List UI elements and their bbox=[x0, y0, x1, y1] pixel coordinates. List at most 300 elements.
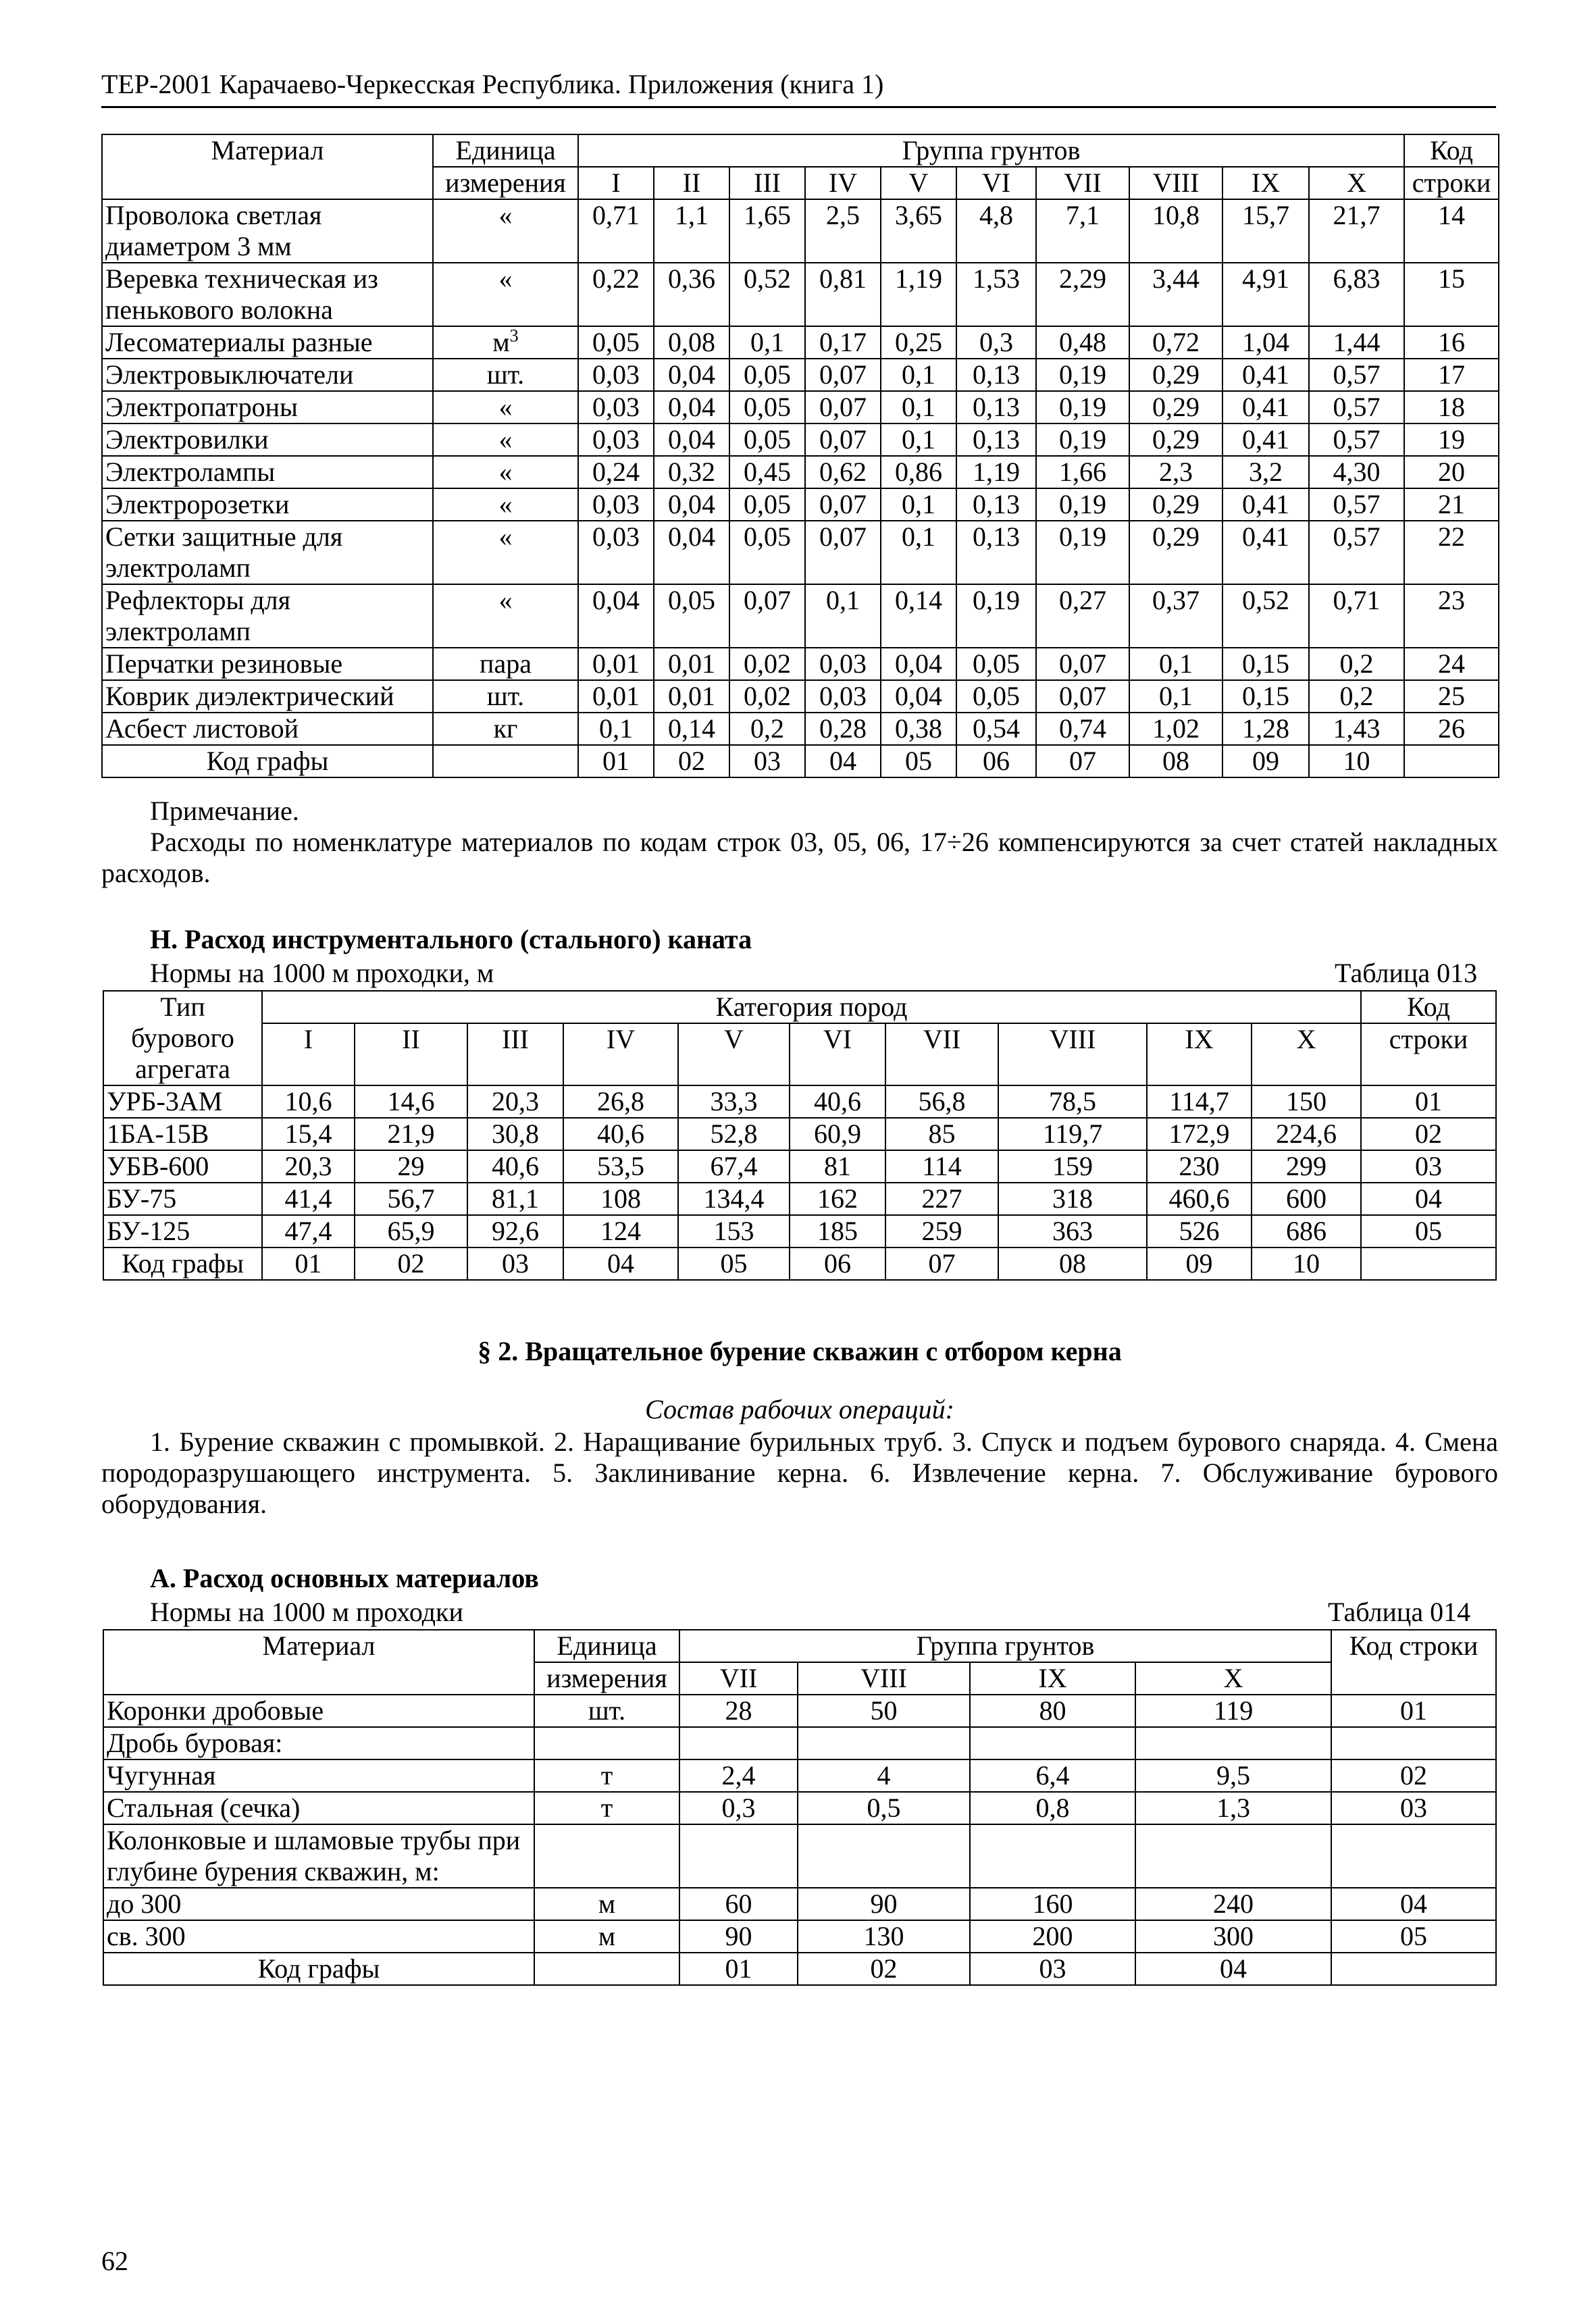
unit-cell bbox=[433, 713, 578, 745]
unit-cell bbox=[433, 456, 578, 488]
value-cell: 0,05 bbox=[729, 488, 805, 521]
value-cell: 0,13 bbox=[956, 423, 1036, 456]
value-cell bbox=[679, 1824, 798, 1888]
value-cell: 0,74 bbox=[1036, 713, 1129, 745]
header-category-6: VI bbox=[790, 1023, 885, 1085]
value-cell: 40,6 bbox=[467, 1150, 563, 1183]
value-cell: 185 bbox=[790, 1215, 885, 1248]
header-group-1: VII bbox=[679, 1662, 798, 1695]
unit-cell bbox=[433, 423, 578, 456]
value-cell: 0,3 bbox=[956, 326, 1036, 359]
row-code: 03 bbox=[1331, 1792, 1496, 1824]
value-cell: 0,41 bbox=[1222, 488, 1309, 521]
footer-empty bbox=[433, 745, 578, 777]
unit-cell: шт. bbox=[534, 1695, 679, 1727]
unit-text: « bbox=[498, 585, 513, 615]
value-cell: 0,01 bbox=[578, 648, 654, 680]
header-category-3: III bbox=[467, 1023, 563, 1085]
header-type-line: Тип bbox=[160, 992, 205, 1022]
value-cell: 124 bbox=[563, 1215, 678, 1248]
value-cell: 3,2 bbox=[1222, 456, 1309, 488]
table-row bbox=[102, 521, 1499, 584]
value-cell: 0,04 bbox=[654, 359, 729, 391]
material-name: Веревка техническая из пенькового волокна bbox=[102, 263, 433, 326]
header-category-5: V bbox=[678, 1023, 790, 1085]
value-cell: 90 bbox=[798, 1888, 970, 1920]
row-code: 25 bbox=[1404, 680, 1499, 713]
row-code bbox=[1331, 1824, 1496, 1888]
rig-type: УРБ-3АМ bbox=[103, 1085, 262, 1118]
value-cell: 0,57 bbox=[1309, 359, 1404, 391]
unit-text: « bbox=[498, 424, 513, 455]
value-cell: 4,8 bbox=[956, 199, 1036, 263]
unit-cell bbox=[433, 648, 578, 680]
value-cell: 21,9 bbox=[355, 1118, 467, 1150]
column-code: 01 bbox=[578, 745, 654, 777]
value-cell: 150 bbox=[1252, 1085, 1361, 1118]
value-cell: 0,72 bbox=[1129, 326, 1222, 359]
value-cell: 0,36 bbox=[654, 263, 729, 326]
table-row bbox=[102, 648, 1499, 680]
value-cell: 0,71 bbox=[1309, 584, 1404, 648]
table-row bbox=[103, 1183, 1496, 1215]
column-code: 04 bbox=[805, 745, 881, 777]
value-cell: 686 bbox=[1252, 1215, 1361, 1248]
material-name: св. 300 bbox=[103, 1920, 534, 1953]
header-group-3: IX bbox=[970, 1662, 1135, 1695]
value-cell: 0,07 bbox=[805, 423, 881, 456]
table-row bbox=[103, 1759, 1496, 1792]
value-cell: 159 bbox=[998, 1150, 1147, 1183]
unit-cell bbox=[534, 1824, 679, 1888]
value-cell: 0,28 bbox=[805, 713, 881, 745]
value-cell: 4 bbox=[798, 1759, 970, 1792]
table-header-row bbox=[102, 134, 1499, 167]
header-group-6: VI bbox=[956, 167, 1036, 199]
value-cell: 0,41 bbox=[1222, 359, 1309, 391]
unit-cell bbox=[433, 359, 578, 391]
row-code: 24 bbox=[1404, 648, 1499, 680]
page-header-title: ТЕР-2001 Карачаево-Черкесская Республика. Приложения (книга 1) bbox=[101, 69, 884, 99]
page-number: 62 bbox=[101, 2246, 128, 2276]
value-cell bbox=[1135, 1824, 1331, 1888]
table-row bbox=[103, 1824, 1496, 1888]
main-materials-table bbox=[103, 1629, 1497, 1986]
row-code: 20 bbox=[1404, 456, 1499, 488]
value-cell: 299 bbox=[1252, 1150, 1361, 1183]
value-cell: 0,62 bbox=[805, 456, 881, 488]
rig-type: 1БА-15В bbox=[103, 1118, 262, 1150]
column-code: 10 bbox=[1252, 1248, 1361, 1280]
footer-empty bbox=[534, 1953, 679, 1985]
value-cell: 0,05 bbox=[729, 521, 805, 584]
material-name: Проволока светлая диаметром 3 мм bbox=[102, 199, 433, 263]
value-cell: 1,1 bbox=[654, 199, 729, 263]
table-014-label: Таблица 014 bbox=[1328, 1597, 1471, 1627]
value-cell: 160 bbox=[970, 1888, 1135, 1920]
value-cell: 0,07 bbox=[729, 584, 805, 648]
row-code: 22 bbox=[1404, 521, 1499, 584]
value-cell: 0,3 bbox=[679, 1792, 798, 1824]
operations-text: 1. Бурение скважин с промывкой. 2. Наращивание бурильных труб. 3. Спуск и подъем бурового снаряда. 4. Смена породоразрушающего инструмента. 5. Заклинивание керна. 6. Извлечение керна. 7. Обслуживание бурового оборудования. bbox=[101, 1426, 1498, 1519]
header-category: Категория пород bbox=[262, 991, 1361, 1023]
value-cell: 0,54 bbox=[956, 713, 1036, 745]
table-row bbox=[102, 263, 1499, 326]
material-name: Электролампы bbox=[102, 456, 433, 488]
table-footer-row bbox=[103, 1248, 1496, 1280]
value-cell: 80 bbox=[970, 1695, 1135, 1727]
value-cell: 0,57 bbox=[1309, 423, 1404, 456]
value-cell: 0,2 bbox=[1309, 680, 1404, 713]
value-cell: 0,5 bbox=[798, 1792, 970, 1824]
header-unit-line2: измерения bbox=[433, 167, 578, 199]
value-cell: 4,91 bbox=[1222, 263, 1309, 326]
unit-cell bbox=[433, 391, 578, 423]
value-cell bbox=[798, 1727, 970, 1759]
column-code: 05 bbox=[678, 1248, 790, 1280]
value-cell: 15,4 bbox=[262, 1118, 355, 1150]
value-cell: 0,01 bbox=[654, 680, 729, 713]
unit-text: шт. bbox=[486, 681, 525, 711]
value-cell: 0,29 bbox=[1129, 521, 1222, 584]
column-code: 02 bbox=[798, 1953, 970, 1985]
value-cell: 114,7 bbox=[1147, 1085, 1252, 1118]
row-code: 23 bbox=[1404, 584, 1499, 648]
material-name: Чугунная bbox=[103, 1759, 534, 1792]
value-cell: 0,13 bbox=[956, 359, 1036, 391]
header-group-9: IX bbox=[1222, 167, 1309, 199]
column-code: 07 bbox=[1036, 745, 1129, 777]
header-group-7: VII bbox=[1036, 167, 1129, 199]
unit-cell: м bbox=[534, 1888, 679, 1920]
value-cell: 0,05 bbox=[654, 584, 729, 648]
value-cell: 0,19 bbox=[1036, 423, 1129, 456]
column-code: 01 bbox=[679, 1953, 798, 1985]
table-row bbox=[102, 423, 1499, 456]
row-code: 17 bbox=[1404, 359, 1499, 391]
header-code-line2: строки bbox=[1361, 1023, 1496, 1085]
value-cell: 0,05 bbox=[578, 326, 654, 359]
value-cell: 0,19 bbox=[1036, 391, 1129, 423]
value-cell: 1,19 bbox=[956, 456, 1036, 488]
value-cell: 0,01 bbox=[578, 680, 654, 713]
header-unit-line2: измерения bbox=[534, 1662, 679, 1695]
unit-text: шт. bbox=[486, 359, 525, 390]
header-code-line2: строки bbox=[1404, 167, 1499, 199]
header-rule bbox=[101, 106, 1496, 108]
table-header-row bbox=[103, 1630, 1496, 1662]
value-cell: 0,19 bbox=[1036, 488, 1129, 521]
value-cell: 1,66 bbox=[1036, 456, 1129, 488]
table-row bbox=[102, 456, 1499, 488]
header-category-10: X bbox=[1252, 1023, 1361, 1085]
value-cell: 60 bbox=[679, 1888, 798, 1920]
value-cell: 0,05 bbox=[729, 391, 805, 423]
table-row bbox=[102, 199, 1499, 263]
value-cell: 1,02 bbox=[1129, 713, 1222, 745]
table-row bbox=[103, 1888, 1496, 1920]
value-cell: 0,05 bbox=[729, 359, 805, 391]
value-cell: 108 bbox=[563, 1183, 678, 1215]
header-material: Материал bbox=[103, 1630, 534, 1695]
table-footer-row bbox=[103, 1953, 1496, 1985]
column-code: 09 bbox=[1147, 1248, 1252, 1280]
unit-text: « bbox=[498, 392, 513, 422]
value-cell: 78,5 bbox=[998, 1085, 1147, 1118]
value-cell: 0,29 bbox=[1129, 488, 1222, 521]
rig-type: УБВ-600 bbox=[103, 1150, 262, 1183]
value-cell: 114 bbox=[885, 1150, 998, 1183]
header-category-9: IX bbox=[1147, 1023, 1252, 1085]
unit-text: « bbox=[498, 521, 513, 552]
value-cell: 0,02 bbox=[729, 680, 805, 713]
value-cell: 300 bbox=[1135, 1920, 1331, 1953]
header-category-7: VII bbox=[885, 1023, 998, 1085]
value-cell: 0,38 bbox=[881, 713, 956, 745]
header-group-5: V bbox=[881, 167, 956, 199]
value-cell: 6,4 bbox=[970, 1759, 1135, 1792]
row-code: 16 bbox=[1404, 326, 1499, 359]
value-cell: 65,9 bbox=[355, 1215, 467, 1248]
value-cell: 0,03 bbox=[805, 648, 881, 680]
value-cell: 81 bbox=[790, 1150, 885, 1183]
column-code: 04 bbox=[563, 1248, 678, 1280]
value-cell: 153 bbox=[678, 1215, 790, 1248]
value-cell: 0,29 bbox=[1129, 391, 1222, 423]
value-cell: 0,15 bbox=[1222, 680, 1309, 713]
value-cell: 30,8 bbox=[467, 1118, 563, 1150]
value-cell: 52,8 bbox=[678, 1118, 790, 1150]
rig-type: БУ-75 bbox=[103, 1183, 262, 1215]
value-cell: 47,4 bbox=[262, 1215, 355, 1248]
unit-text: « bbox=[498, 457, 513, 487]
column-code: 10 bbox=[1309, 745, 1404, 777]
header-group-1: I bbox=[578, 167, 654, 199]
value-cell: 0,19 bbox=[1036, 359, 1129, 391]
row-code: 01 bbox=[1361, 1085, 1496, 1118]
column-code: 02 bbox=[355, 1248, 467, 1280]
value-cell: 0,1 bbox=[881, 359, 956, 391]
section-a-title: А. Расход основных материалов bbox=[150, 1563, 539, 1593]
value-cell: 41,4 bbox=[262, 1183, 355, 1215]
value-cell: 0,52 bbox=[729, 263, 805, 326]
value-cell: 0,07 bbox=[805, 391, 881, 423]
material-name: Колонковые и шламовые трубы при глубине бурения скважин, м: bbox=[103, 1824, 534, 1888]
value-cell: 15,7 bbox=[1222, 199, 1309, 263]
value-cell: 0,04 bbox=[881, 680, 956, 713]
value-cell: 0,07 bbox=[805, 521, 881, 584]
value-cell bbox=[798, 1824, 970, 1888]
value-cell: 0,57 bbox=[1309, 488, 1404, 521]
row-code: 04 bbox=[1361, 1183, 1496, 1215]
section-2-title: § 2. Вращательное бурение скважин с отбором керна bbox=[478, 1336, 1122, 1366]
table-row bbox=[103, 1085, 1496, 1118]
value-cell: 1,04 bbox=[1222, 326, 1309, 359]
value-cell: 0,08 bbox=[654, 326, 729, 359]
value-cell: 0,1 bbox=[881, 391, 956, 423]
value-cell: 0,13 bbox=[956, 391, 1036, 423]
value-cell: 0,45 bbox=[729, 456, 805, 488]
value-cell: 0,37 bbox=[1129, 584, 1222, 648]
value-cell: 0,57 bbox=[1309, 521, 1404, 584]
section-h-title: Н. Расход инструментального (стального) каната bbox=[150, 924, 752, 954]
value-cell: 0,8 bbox=[970, 1792, 1135, 1824]
table-row bbox=[103, 1118, 1496, 1150]
header-code: Код строки bbox=[1331, 1630, 1496, 1695]
column-code: 08 bbox=[1129, 745, 1222, 777]
header-group-2: VIII bbox=[798, 1662, 970, 1695]
value-cell: 3,44 bbox=[1129, 263, 1222, 326]
value-cell: 363 bbox=[998, 1215, 1147, 1248]
value-cell: 0,03 bbox=[578, 521, 654, 584]
column-code: 03 bbox=[467, 1248, 563, 1280]
unit-cell: м bbox=[534, 1920, 679, 1953]
column-code: 06 bbox=[790, 1248, 885, 1280]
unit-text: кг bbox=[493, 713, 518, 744]
table-row bbox=[103, 1695, 1496, 1727]
value-cell: 0,04 bbox=[654, 391, 729, 423]
material-name: Перчатки резиновые bbox=[102, 648, 433, 680]
value-cell: 0,04 bbox=[578, 584, 654, 648]
header-group-4: X bbox=[1135, 1662, 1331, 1695]
column-code: 07 bbox=[885, 1248, 998, 1280]
table-013-label: Таблица 013 bbox=[1335, 958, 1478, 988]
column-code: 05 bbox=[881, 745, 956, 777]
value-cell: 0,29 bbox=[1129, 359, 1222, 391]
row-code: 18 bbox=[1404, 391, 1499, 423]
unit-text: « bbox=[498, 489, 513, 519]
value-cell: 0,03 bbox=[805, 680, 881, 713]
value-cell: 29 bbox=[355, 1150, 467, 1183]
unit-text: м bbox=[492, 327, 510, 357]
column-code: 03 bbox=[970, 1953, 1135, 1985]
value-cell: 14,6 bbox=[355, 1085, 467, 1118]
material-name: Электровилки bbox=[102, 423, 433, 456]
value-cell: 0,41 bbox=[1222, 391, 1309, 423]
row-code: 26 bbox=[1404, 713, 1499, 745]
value-cell: 0,01 bbox=[654, 648, 729, 680]
rope-consumption-table bbox=[103, 990, 1497, 1281]
value-cell: 3,65 bbox=[881, 199, 956, 263]
header-unit-line1: Единица bbox=[534, 1630, 679, 1662]
value-cell: 56,8 bbox=[885, 1085, 998, 1118]
value-cell: 0,17 bbox=[805, 326, 881, 359]
unit-cell bbox=[534, 1727, 679, 1759]
unit-cell bbox=[433, 680, 578, 713]
header-group-8: VIII bbox=[1129, 167, 1222, 199]
column-code: 02 bbox=[654, 745, 729, 777]
column-code: 09 bbox=[1222, 745, 1309, 777]
unit-cell bbox=[433, 488, 578, 521]
value-cell: 0,2 bbox=[729, 713, 805, 745]
header-group-10: X bbox=[1309, 167, 1404, 199]
table-row bbox=[103, 1150, 1496, 1183]
value-cell: 2,5 bbox=[805, 199, 881, 263]
footer-label: Код графы bbox=[103, 1248, 262, 1280]
value-cell: 600 bbox=[1252, 1183, 1361, 1215]
value-cell: 0,03 bbox=[578, 488, 654, 521]
value-cell: 6,83 bbox=[1309, 263, 1404, 326]
value-cell: 227 bbox=[885, 1183, 998, 1215]
header-material: Материал bbox=[102, 134, 433, 199]
row-code: 05 bbox=[1331, 1920, 1496, 1953]
header-type-line: бурового bbox=[131, 1023, 234, 1053]
value-cell: 0,22 bbox=[578, 263, 654, 326]
value-cell: 1,65 bbox=[729, 199, 805, 263]
value-cell: 2,3 bbox=[1129, 456, 1222, 488]
value-cell: 53,5 bbox=[563, 1150, 678, 1183]
row-code: 03 bbox=[1361, 1150, 1496, 1183]
row-code: 04 bbox=[1331, 1888, 1496, 1920]
unit-cell: т bbox=[534, 1759, 679, 1792]
header-type-line: агрегата bbox=[135, 1054, 230, 1084]
section-h-norms: Нормы на 1000 м проходки, м bbox=[150, 958, 494, 988]
value-cell: 0,1 bbox=[1129, 648, 1222, 680]
value-cell: 81,1 bbox=[467, 1183, 563, 1215]
value-cell: 40,6 bbox=[790, 1085, 885, 1118]
value-cell: 0,41 bbox=[1222, 423, 1309, 456]
value-cell: 0,29 bbox=[1129, 423, 1222, 456]
value-cell: 460,6 bbox=[1147, 1183, 1252, 1215]
table-row bbox=[102, 680, 1499, 713]
value-cell: 130 bbox=[798, 1920, 970, 1953]
value-cell: 0,1 bbox=[881, 488, 956, 521]
unit-cell bbox=[433, 199, 578, 263]
value-cell: 0,05 bbox=[956, 680, 1036, 713]
table-row bbox=[102, 391, 1499, 423]
row-code: 02 bbox=[1331, 1759, 1496, 1792]
footer-empty bbox=[1331, 1953, 1496, 1985]
value-cell: 90 bbox=[679, 1920, 798, 1953]
row-code: 02 bbox=[1361, 1118, 1496, 1150]
value-cell: 67,4 bbox=[678, 1150, 790, 1183]
value-cell: 92,6 bbox=[467, 1215, 563, 1248]
value-cell: 7,1 bbox=[1036, 199, 1129, 263]
value-cell: 119 bbox=[1135, 1695, 1331, 1727]
value-cell: 85 bbox=[885, 1118, 998, 1150]
value-cell: 0,05 bbox=[956, 648, 1036, 680]
value-cell: 1,28 bbox=[1222, 713, 1309, 745]
value-cell bbox=[970, 1727, 1135, 1759]
table-row bbox=[103, 1920, 1496, 1953]
row-code: 05 bbox=[1361, 1215, 1496, 1248]
header-type bbox=[103, 991, 262, 1085]
unit-superscript: 3 bbox=[509, 326, 519, 346]
table-header-row bbox=[103, 1023, 1496, 1053]
material-name: Асбест листовой bbox=[102, 713, 433, 745]
operations-title: Состав рабочих операций: bbox=[645, 1394, 954, 1424]
header-group: Группа грунтов bbox=[679, 1630, 1331, 1662]
value-cell: 28 bbox=[679, 1695, 798, 1727]
value-cell: 0,02 bbox=[729, 648, 805, 680]
value-cell: 1,53 bbox=[956, 263, 1036, 326]
material-name: до 300 bbox=[103, 1888, 534, 1920]
value-cell: 0,14 bbox=[654, 713, 729, 745]
value-cell: 0,03 bbox=[578, 391, 654, 423]
value-cell: 21,7 bbox=[1309, 199, 1404, 263]
value-cell: 119,7 bbox=[998, 1118, 1147, 1150]
value-cell: 40,6 bbox=[563, 1118, 678, 1150]
value-cell: 162 bbox=[790, 1183, 885, 1215]
value-cell: 0,27 bbox=[1036, 584, 1129, 648]
value-cell: 0,86 bbox=[881, 456, 956, 488]
value-cell bbox=[970, 1824, 1135, 1888]
value-cell: 2,29 bbox=[1036, 263, 1129, 326]
value-cell: 60,9 bbox=[790, 1118, 885, 1150]
value-cell: 224,6 bbox=[1252, 1118, 1361, 1150]
header-group-4: IV bbox=[805, 167, 881, 199]
material-name: Электророзетки bbox=[102, 488, 433, 521]
